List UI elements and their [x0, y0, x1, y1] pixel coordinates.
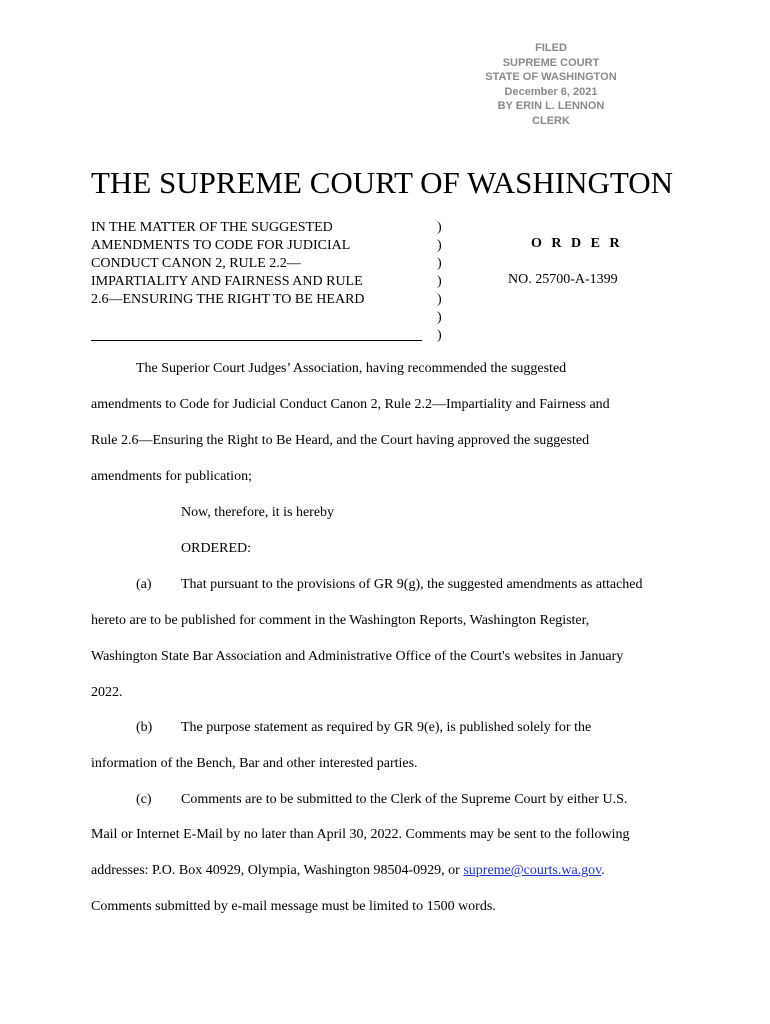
body-line: The Superior Court Judges’ Association, having recommended the suggested: [136, 361, 567, 376]
paren: ): [437, 238, 442, 253]
email-link[interactable]: supreme@courts.wa.gov: [463, 863, 602, 878]
paren: ): [437, 310, 442, 325]
body-line: amendments for publication;: [91, 469, 252, 484]
caption-parentheses: [437, 219, 442, 345]
paren: ): [437, 256, 442, 271]
body-line: Washington State Bar Association and Administrative Office of the Court's websites in January: [91, 649, 624, 664]
address-text: addresses: P.O. Box 40929, Olympia, Washington 98504-0929, or: [91, 863, 464, 878]
item-c-text: Comments are to be submitted to the Clerk of the Supreme Court by either U.S.: [181, 792, 628, 807]
caption-matter: [91, 219, 421, 309]
order-heading: O R D E R: [531, 236, 623, 251]
paren: ): [437, 220, 442, 235]
caption-line: 2.6—ENSURING THE RIGHT TO BE HEARD: [91, 292, 365, 307]
paren: ): [437, 328, 442, 343]
address-line: [91, 862, 605, 880]
stamp-line: STATE OF WASHINGTON: [485, 71, 617, 84]
stamp-line: CLERK: [532, 114, 570, 127]
caption-line: AMENDMENTS TO CODE FOR JUDICIAL: [91, 238, 351, 253]
paren: ): [437, 274, 442, 289]
body-line: information of the Bench, Bar and other interested parties.: [91, 756, 418, 771]
court-title: THE SUPREME COURT OF WASHINGTON: [91, 165, 674, 200]
filing-stamp: [470, 41, 632, 129]
body-line: Mail or Internet E-Mail by no later than April 30, 2022. Comments may be sent to the following: [91, 827, 630, 842]
now-therefore: Now, therefore, it is hereby: [181, 505, 335, 520]
body-line: Comments submitted by e-mail message must be limited to 1500 words.: [91, 899, 496, 914]
paren: ): [437, 292, 442, 307]
stamp-line: December 6, 2021: [504, 85, 598, 98]
case-number: NO. 25700-A-1399: [508, 272, 618, 287]
body-line: Rule 2.6—Ensuring the Right to Be Heard, and the Court having approved the suggested: [91, 433, 590, 448]
body-line: 2022.: [91, 685, 123, 700]
item-c-label: (c): [136, 792, 152, 807]
stamp-line: SUPREME COURT: [502, 56, 600, 69]
item-a-label: (a): [136, 577, 152, 592]
ordered-heading: ORDERED:: [181, 541, 251, 556]
stamp-line: FILED: [535, 42, 567, 54]
stamp-line: BY ERIN L. LENNON: [497, 100, 605, 113]
address-period: .: [601, 863, 605, 878]
caption-line: CONDUCT CANON 2, RULE 2.2—: [91, 256, 301, 271]
item-b-text: The purpose statement as required by GR 9(e), is published solely for the: [181, 720, 592, 735]
caption-line: IN THE MATTER OF THE SUGGESTED: [91, 220, 333, 235]
body-line: amendments to Code for Judicial Conduct Canon 2, Rule 2.2—Impartiality and Fairness and: [91, 397, 610, 412]
caption-line: IMPARTIALITY AND FAIRNESS AND RULE: [91, 274, 363, 289]
item-b-label: (b): [136, 720, 153, 735]
item-a-text: That pursuant to the provisions of GR 9(g), the suggested amendments as attached: [181, 577, 643, 592]
caption-divider: [91, 340, 422, 341]
body-line: hereto are to be published for comment in the Washington Reports, Washington Register,: [91, 613, 590, 628]
